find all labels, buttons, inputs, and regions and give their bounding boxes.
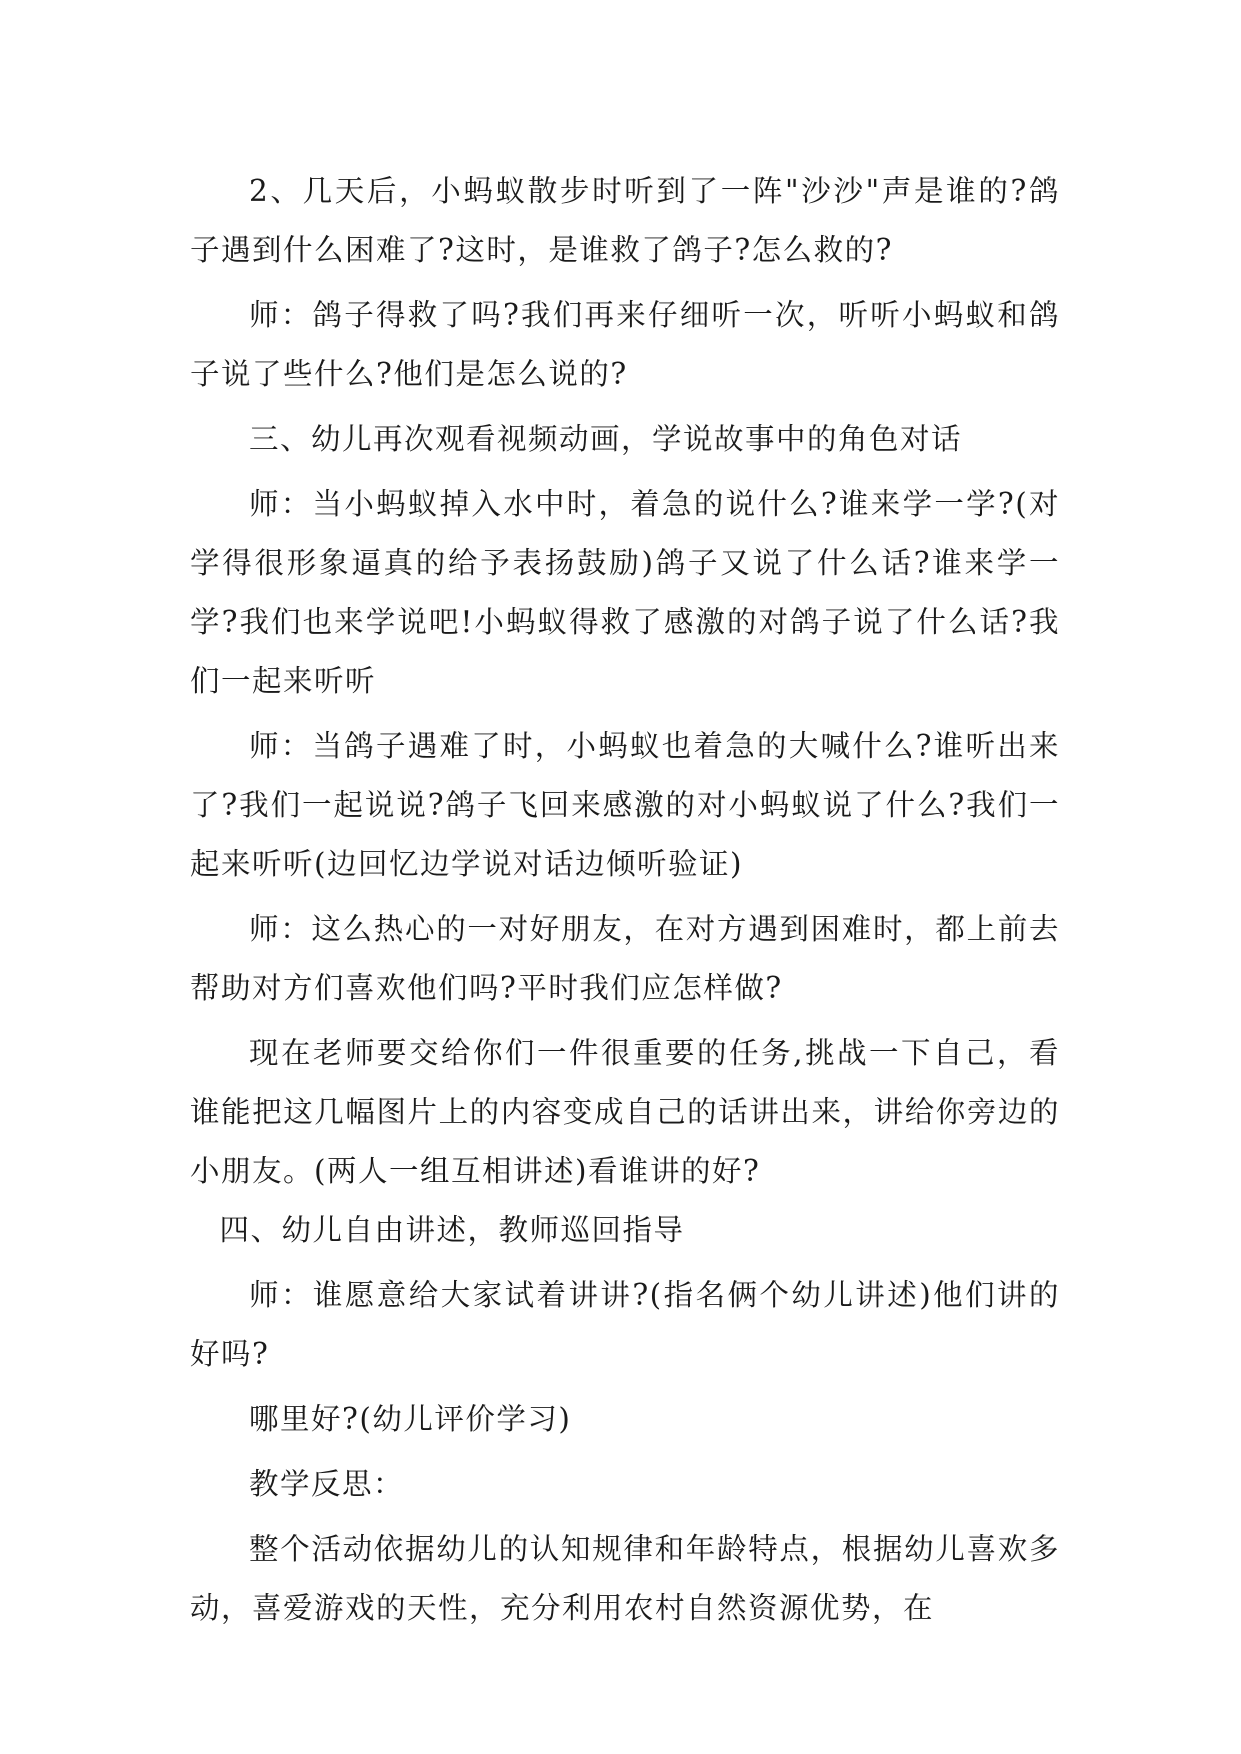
paragraph-6: 师：这么热心的一对好朋友，在对方遇到困难时，都上前去帮助对方们喜欢他们吗?平时我们应怎样做? xyxy=(190,912,1060,1005)
paragraph-10: 哪里好?(幼儿评价学习) xyxy=(249,1402,572,1436)
paragraph-4: 师：当小蚂蚁掉入水中时，着急的说什么?谁来学一学?(对学得很形象逼真的给予表扬鼓励)鸽子又说了什么话?谁来学一学?我们也来学说吧!小蚂蚁得救了感激的对鸽子说了什么话?我们一起来听听 xyxy=(190,487,1060,698)
paragraph-12: 整个活动依据幼儿的认知规律和年龄特点，根据幼儿喜欢多动，喜爱游戏的天性，充分利用农村自然资源优势，在 xyxy=(190,1532,1060,1625)
document-body xyxy=(190,162,1060,1638)
reflection-heading: 教学反思： xyxy=(249,1467,405,1501)
section-heading-4: 四、幼儿自由讲述，教师巡回指导 xyxy=(219,1213,685,1247)
paragraph-9: 师：谁愿意给大家试着讲讲?(指名俩个幼儿讲述)他们讲的好吗? xyxy=(190,1278,1060,1371)
paragraph-5: 师：当鸽子遇难了时，小蚂蚁也着急的大喊什么?谁听出来了?我们一起说说?鸽子飞回来感激的对小蚂蚁说了什么?我们一起来听听(边回忆边学说对话边倾听验证) xyxy=(190,729,1060,881)
paragraph-3: 三、幼儿再次观看视频动画，学说故事中的角色对话 xyxy=(249,422,963,456)
paragraph-2: 师：鸽子得救了吗?我们再来仔细听一次，听听小蚂蚁和鸽子说了些什么?他们是怎么说的? xyxy=(190,298,1060,391)
paragraph-1: 2、几天后，小蚂蚁散步时听到了一阵"沙沙"声是谁的?鸽子遇到什么困难了?这时，是谁救了鸽子?怎么救的? xyxy=(190,174,1060,267)
paragraph-7: 现在老师要交给你们一件很重要的任务,挑战一下自己，看谁能把这几幅图片上的内容变成自己的话讲出来，讲给你旁边的小朋友。(两人一组互相讲述)看谁讲的好? xyxy=(190,1036,1060,1188)
